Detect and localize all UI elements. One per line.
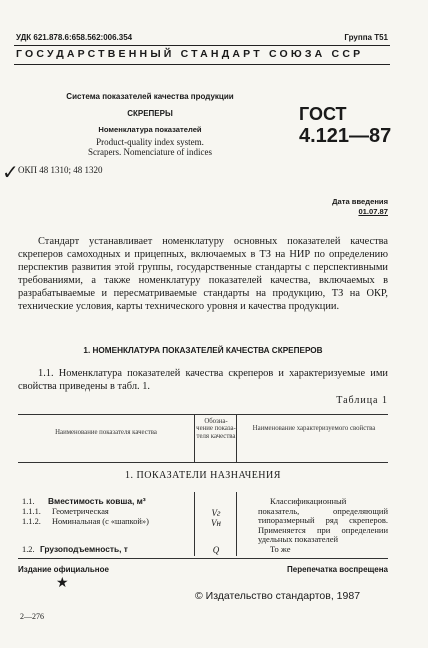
table-row-num: 1.1. <box>22 497 35 506</box>
header-rule-bottom <box>14 64 390 65</box>
table-row-name: Геометрическая <box>52 507 109 516</box>
table-row-num: 1.1.2. <box>22 517 41 526</box>
table-row-num: 1.2. <box>22 545 35 554</box>
table-row-symbol: Vн <box>211 518 221 528</box>
udk-code: УДК 621.878.6:658.562:006.354 <box>16 33 133 42</box>
table-row-name: Номинальная (с «шапкой») <box>52 517 149 526</box>
table-row-symbol: Q <box>212 545 220 555</box>
english-title-1: Product-quality index system. <box>96 137 204 147</box>
table-row-name: Грузоподъемность, т <box>40 544 128 554</box>
paragraph-1-1: 1.1. Номенклатура показателей качества скреперов и характеризуемые ими свойства приведены в табл. 1. <box>18 368 388 392</box>
intro-date-label: Дата введения <box>332 197 388 206</box>
table-row-name: Вместимость ковша, м³ <box>48 496 146 506</box>
group-code: Группа Т51 <box>344 33 388 42</box>
table-col-divider-1 <box>194 414 195 462</box>
table-header-rule <box>18 462 388 463</box>
intro-paragraph: Стандарт устанавливает номенклатуру основных показателей качества скреперов самоходных и прицепных, включаемых в ТЗ на НИР по определению перспектив развития этой группы, государственные стандарты с перспективными требованиями, а также номенклатуру показателей качества, включаемых в разрабатываемые и пересматриваемые стандарты на продукцию, ТЗ на ОКР, технические условия, карты технического уровня и качества продукции. <box>18 236 388 312</box>
gov-standard-banner: ГОСУДАРСТВЕННЫЙ СТАНДАРТ СОЮЗА ССР <box>16 48 364 60</box>
table-col-divider-2 <box>236 414 237 462</box>
subject-title: СКРЕПЕРЫ <box>127 109 173 118</box>
okp-codes: ОКП 48 1310; 48 1320 <box>18 165 103 175</box>
table-subheader: 1. ПОКАЗАТЕЛИ НАЗНАЧЕНИЯ <box>125 470 281 481</box>
intro-date-value: 01.07.87 <box>358 207 388 216</box>
english-title-2: Scrapers. Nomenciature of indices <box>88 147 212 157</box>
table-bottom-rule <box>18 558 388 559</box>
table-header-property: Наименование характеризуемого свойства <box>252 425 376 432</box>
table-row-num: 1.1.1. <box>22 507 41 516</box>
reprint-prohibited: Перепечатка воспрещена <box>287 565 388 574</box>
gost-label: ГОСТ <box>299 104 347 124</box>
table-header-name: Наименование показателя качества <box>55 429 157 436</box>
table-property-1: Классификационный показатель, определяющий типоразмерный ряд скреперов. Применяется при определении удельных показателей <box>258 496 388 545</box>
system-title: Система показателей качества продукции <box>66 92 234 101</box>
star-icon: ★ <box>56 576 69 591</box>
gost-number: 4.121—87 <box>299 125 392 147</box>
official-edition: Издание официальное <box>18 565 109 574</box>
table-header-symbol: Обозна-чение показа-теля качества <box>196 418 236 440</box>
table-caption: Таблица 1 <box>336 395 388 406</box>
table-top-rule <box>18 414 388 415</box>
nomenclature-title: Номенклатура показателей <box>98 125 202 134</box>
handwritten-check-mark: ✓ <box>2 162 19 184</box>
table-row-symbol: Vг <box>211 508 221 518</box>
copyright-notice: © Издательство стандартов, 1987 <box>195 590 361 602</box>
header-rule-top <box>14 45 390 46</box>
table-property-2: То же <box>270 544 291 554</box>
section-1-title: 1. НОМЕНКЛАТУРА ПОКАЗАТЕЛЕЙ КАЧЕСТВА СКРЕПЕРОВ <box>83 346 323 355</box>
page-code: 2—276 <box>20 612 44 621</box>
